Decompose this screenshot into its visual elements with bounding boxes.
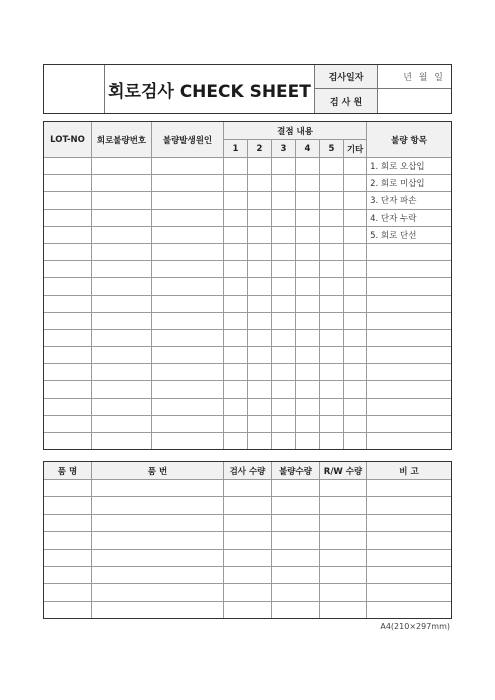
table-cell[interactable]	[272, 312, 296, 329]
table-cell[interactable]	[320, 549, 367, 566]
logo-cell	[44, 65, 105, 114]
table-cell[interactable]	[272, 243, 296, 260]
sheet-title: 회로검사 CHECK SHEET	[105, 65, 315, 114]
table-cell[interactable]	[367, 601, 452, 618]
table-cell[interactable]	[92, 601, 224, 618]
defect-item-cell	[367, 295, 452, 312]
table-cell[interactable]	[367, 549, 452, 566]
col-defect-cause: 불량발생원인	[152, 122, 224, 158]
table-cell[interactable]	[248, 261, 272, 278]
table-cell[interactable]	[367, 480, 452, 497]
inspector-label: 검 사 원	[315, 89, 378, 114]
table-cell[interactable]	[224, 261, 248, 278]
table-row	[44, 601, 452, 618]
table-row	[44, 415, 452, 432]
col-remarks: 비 고	[367, 462, 452, 480]
table-cell[interactable]	[44, 209, 92, 226]
table-cell[interactable]	[92, 364, 152, 381]
table-cell[interactable]	[272, 175, 296, 192]
table-cell[interactable]	[92, 415, 152, 432]
table-cell[interactable]	[224, 433, 248, 450]
table-cell[interactable]	[224, 312, 248, 329]
table-cell[interactable]	[44, 278, 92, 295]
table-cell[interactable]	[248, 158, 272, 175]
defect-item-cell	[367, 415, 452, 432]
inspect-date-field[interactable]: 년 월 일	[378, 65, 452, 89]
table-cell[interactable]	[272, 584, 320, 601]
table-row	[44, 329, 452, 346]
table-cell[interactable]	[92, 398, 152, 415]
table-row	[44, 480, 452, 497]
table-cell[interactable]	[224, 601, 272, 618]
table-cell[interactable]	[320, 192, 344, 209]
table-cell[interactable]	[320, 175, 344, 192]
table-cell[interactable]	[344, 278, 367, 295]
table-cell[interactable]	[152, 398, 224, 415]
table-cell[interactable]	[296, 295, 320, 312]
table-cell[interactable]	[272, 549, 320, 566]
table-cell[interactable]	[272, 480, 320, 497]
table-cell[interactable]	[44, 243, 92, 260]
table-cell[interactable]	[320, 398, 344, 415]
table-cell[interactable]	[248, 364, 272, 381]
table-cell[interactable]	[248, 175, 272, 192]
table-cell[interactable]	[248, 295, 272, 312]
table-row	[44, 158, 452, 175]
table-cell[interactable]	[152, 433, 224, 450]
table-cell[interactable]	[44, 566, 92, 583]
table-cell[interactable]	[248, 243, 272, 260]
table-cell[interactable]	[224, 158, 248, 175]
defect-item-cell	[367, 278, 452, 295]
table-cell[interactable]	[320, 364, 344, 381]
table-cell[interactable]	[344, 347, 367, 364]
table-row	[44, 243, 452, 260]
table-cell[interactable]	[344, 158, 367, 175]
col-circuit-defect-no: 회로불량번호	[92, 122, 152, 158]
inspector-field[interactable]	[378, 89, 452, 114]
defect-item-cell	[367, 398, 452, 415]
table-cell[interactable]	[92, 347, 152, 364]
table-cell[interactable]	[296, 381, 320, 398]
table-cell[interactable]	[344, 398, 367, 415]
table-cell[interactable]	[152, 226, 224, 243]
header-table	[43, 64, 452, 114]
table-cell[interactable]	[320, 480, 367, 497]
table-cell[interactable]	[152, 158, 224, 175]
table-cell[interactable]	[44, 158, 92, 175]
col-product-name: 품 명	[44, 462, 92, 480]
table-cell[interactable]	[44, 381, 92, 398]
table-cell[interactable]	[152, 381, 224, 398]
subcol-5: 5	[320, 140, 344, 158]
table-cell[interactable]	[152, 192, 224, 209]
table-cell[interactable]	[320, 261, 344, 278]
table-cell[interactable]	[320, 415, 344, 432]
table-cell[interactable]	[92, 514, 224, 531]
table-cell[interactable]	[224, 514, 272, 531]
table-cell[interactable]	[320, 278, 344, 295]
table-cell[interactable]	[320, 601, 367, 618]
defect-item-cell: 1. 회로 오삽입	[367, 158, 452, 175]
table-cell[interactable]	[272, 209, 296, 226]
table-cell[interactable]	[272, 364, 296, 381]
table-cell[interactable]	[367, 566, 452, 583]
table-cell[interactable]	[344, 329, 367, 346]
table-row	[44, 295, 452, 312]
table-cell[interactable]	[344, 312, 367, 329]
table-cell[interactable]	[92, 226, 152, 243]
table-cell[interactable]	[320, 312, 344, 329]
table-cell[interactable]	[248, 209, 272, 226]
table-cell[interactable]	[272, 278, 296, 295]
table-cell[interactable]	[44, 601, 92, 618]
table-cell[interactable]	[344, 209, 367, 226]
table-cell[interactable]	[92, 381, 152, 398]
table-cell[interactable]	[344, 433, 367, 450]
col-defect-items: 불량 항목	[367, 122, 452, 158]
col-product-number: 품 번	[92, 462, 224, 480]
table-cell[interactable]	[272, 398, 296, 415]
table-cell[interactable]	[224, 364, 248, 381]
table-cell[interactable]	[248, 398, 272, 415]
table-cell[interactable]	[248, 347, 272, 364]
table-cell[interactable]	[92, 261, 152, 278]
table-cell[interactable]	[44, 480, 92, 497]
table-cell[interactable]	[296, 261, 320, 278]
table-cell[interactable]	[92, 480, 224, 497]
defect-item-cell	[367, 433, 452, 450]
table-cell[interactable]	[224, 480, 272, 497]
table-cell[interactable]	[224, 329, 248, 346]
table-cell[interactable]	[320, 226, 344, 243]
defect-item-cell	[367, 329, 452, 346]
table-cell[interactable]	[224, 532, 272, 549]
table-cell[interactable]	[272, 329, 296, 346]
table-cell[interactable]	[152, 312, 224, 329]
defect-item-cell	[367, 347, 452, 364]
table-cell[interactable]	[224, 566, 272, 583]
table-cell[interactable]	[224, 347, 248, 364]
table-cell[interactable]	[344, 364, 367, 381]
table-cell[interactable]	[367, 514, 452, 531]
table-cell[interactable]	[224, 497, 272, 514]
table-cell[interactable]	[320, 381, 344, 398]
table-cell[interactable]	[92, 497, 224, 514]
table-cell[interactable]	[296, 175, 320, 192]
table-cell[interactable]	[272, 347, 296, 364]
table-cell[interactable]	[272, 415, 296, 432]
table-cell[interactable]	[272, 514, 320, 531]
table-cell[interactable]	[296, 364, 320, 381]
table-row	[44, 192, 452, 209]
table-cell[interactable]	[92, 158, 152, 175]
table-cell[interactable]	[320, 329, 344, 346]
table-cell[interactable]	[272, 295, 296, 312]
table-row	[44, 381, 452, 398]
table-cell[interactable]	[92, 532, 224, 549]
subcol-other: 기타	[344, 140, 367, 158]
table-cell[interactable]	[367, 532, 452, 549]
table-cell[interactable]	[224, 192, 248, 209]
table-cell[interactable]	[272, 192, 296, 209]
col-lot-no: LOT-NO	[44, 122, 92, 158]
table-cell[interactable]	[44, 497, 92, 514]
table-cell[interactable]	[320, 532, 367, 549]
table-cell[interactable]	[320, 209, 344, 226]
table-row	[44, 566, 452, 583]
table-cell[interactable]	[296, 158, 320, 175]
product-table	[43, 461, 452, 619]
table-row	[44, 398, 452, 415]
table-cell[interactable]	[320, 243, 344, 260]
table-cell[interactable]	[92, 549, 224, 566]
table-cell[interactable]	[224, 415, 248, 432]
table-row	[44, 261, 452, 278]
table-cell[interactable]	[272, 601, 320, 618]
table-cell[interactable]	[296, 433, 320, 450]
table-cell[interactable]	[320, 295, 344, 312]
table-cell[interactable]	[92, 243, 152, 260]
table-cell[interactable]	[272, 226, 296, 243]
defect-item-cell: 2. 회로 미삽입	[367, 175, 452, 192]
table-row	[44, 347, 452, 364]
table-cell[interactable]	[320, 158, 344, 175]
table-cell[interactable]	[44, 398, 92, 415]
table-cell[interactable]	[344, 226, 367, 243]
col-inspect-qty: 검사 수량	[224, 462, 272, 480]
table-cell[interactable]	[92, 584, 224, 601]
table-row	[44, 175, 452, 192]
table-cell[interactable]	[272, 566, 320, 583]
table-cell[interactable]	[152, 209, 224, 226]
defect-item-cell	[367, 243, 452, 260]
table-cell[interactable]	[92, 278, 152, 295]
subcol-1: 1	[224, 140, 248, 158]
table-cell[interactable]	[320, 584, 367, 601]
table-cell[interactable]	[296, 243, 320, 260]
table-cell[interactable]	[272, 532, 320, 549]
table-cell[interactable]	[92, 175, 152, 192]
table-row	[44, 278, 452, 295]
table-cell[interactable]	[152, 243, 224, 260]
table-cell[interactable]	[248, 381, 272, 398]
table-cell[interactable]	[224, 226, 248, 243]
table-cell[interactable]	[248, 415, 272, 432]
table-row	[44, 312, 452, 329]
table-cell[interactable]	[92, 433, 152, 450]
table-row	[44, 497, 452, 514]
table-cell[interactable]	[44, 192, 92, 209]
table-cell[interactable]	[248, 329, 272, 346]
table-cell[interactable]	[344, 243, 367, 260]
table-cell[interactable]	[344, 261, 367, 278]
table-cell[interactable]	[152, 415, 224, 432]
subcol-3: 3	[272, 140, 296, 158]
table-cell[interactable]	[44, 347, 92, 364]
table-cell[interactable]	[44, 295, 92, 312]
table-cell[interactable]	[320, 497, 367, 514]
table-cell[interactable]	[320, 566, 367, 583]
table-row	[44, 584, 452, 601]
table-cell[interactable]	[92, 566, 224, 583]
table-cell[interactable]	[224, 549, 272, 566]
table-cell[interactable]	[296, 226, 320, 243]
table-cell[interactable]	[320, 514, 367, 531]
table-cell[interactable]	[296, 209, 320, 226]
table-cell[interactable]	[224, 209, 248, 226]
defect-item-cell: 3. 단자 파손	[367, 192, 452, 209]
table-cell[interactable]	[224, 398, 248, 415]
table-cell[interactable]	[344, 415, 367, 432]
table-cell[interactable]	[44, 514, 92, 531]
table-cell[interactable]	[248, 312, 272, 329]
defect-item-cell	[367, 364, 452, 381]
table-cell[interactable]	[44, 329, 92, 346]
table-cell[interactable]	[92, 192, 152, 209]
table-cell[interactable]	[44, 312, 92, 329]
table-cell[interactable]	[44, 549, 92, 566]
table-cell[interactable]	[296, 415, 320, 432]
table-cell[interactable]	[248, 226, 272, 243]
table-cell[interactable]	[320, 433, 344, 450]
table-cell[interactable]	[296, 312, 320, 329]
table-cell[interactable]	[248, 192, 272, 209]
table-cell[interactable]	[152, 347, 224, 364]
defect-item-cell	[367, 261, 452, 278]
table-row	[44, 226, 452, 243]
table-cell[interactable]	[44, 261, 92, 278]
table-cell[interactable]	[44, 415, 92, 432]
subcol-2: 2	[248, 140, 272, 158]
table-cell[interactable]	[296, 278, 320, 295]
table-cell[interactable]	[344, 175, 367, 192]
table-cell[interactable]	[152, 364, 224, 381]
table-cell[interactable]	[272, 381, 296, 398]
table-cell[interactable]	[296, 347, 320, 364]
table-cell[interactable]	[152, 261, 224, 278]
table-cell[interactable]	[224, 295, 248, 312]
table-cell[interactable]	[224, 243, 248, 260]
table-row	[44, 549, 452, 566]
table-cell[interactable]	[92, 329, 152, 346]
table-cell[interactable]	[344, 381, 367, 398]
subcol-4: 4	[296, 140, 320, 158]
defect-table	[43, 121, 452, 450]
table-cell[interactable]	[224, 278, 248, 295]
table-cell[interactable]	[44, 532, 92, 549]
table-cell[interactable]	[152, 278, 224, 295]
table-cell[interactable]	[296, 329, 320, 346]
paper-size-note: A4(210×297mm)	[380, 622, 450, 631]
col-defect-content: 결점 내용	[224, 122, 367, 140]
inspect-date-label: 검사일자	[315, 65, 378, 89]
table-cell[interactable]	[272, 497, 320, 514]
defect-item-cell: 5. 회로 단선	[367, 226, 452, 243]
table-row	[44, 364, 452, 381]
table-row	[44, 433, 452, 450]
defect-item-cell: 4. 단자 누락	[367, 209, 452, 226]
table-cell[interactable]	[272, 433, 296, 450]
table-cell[interactable]	[224, 584, 272, 601]
table-row	[44, 209, 452, 226]
table-cell[interactable]	[272, 261, 296, 278]
table-cell[interactable]	[367, 584, 452, 601]
table-cell[interactable]	[44, 364, 92, 381]
table-row	[44, 532, 452, 549]
defect-item-cell	[367, 381, 452, 398]
table-cell[interactable]	[44, 433, 92, 450]
table-cell[interactable]	[367, 497, 452, 514]
table-cell[interactable]	[44, 226, 92, 243]
table-cell[interactable]	[320, 347, 344, 364]
col-defect-qty: 불량수량	[272, 462, 320, 480]
table-cell[interactable]	[152, 295, 224, 312]
table-cell[interactable]	[44, 584, 92, 601]
table-cell[interactable]	[152, 175, 224, 192]
table-cell[interactable]	[92, 209, 152, 226]
table-cell[interactable]	[224, 175, 248, 192]
table-cell[interactable]	[272, 158, 296, 175]
table-cell[interactable]	[152, 329, 224, 346]
defect-item-cell	[367, 312, 452, 329]
table-row	[44, 514, 452, 531]
table-cell[interactable]	[44, 175, 92, 192]
table-cell[interactable]	[248, 278, 272, 295]
table-cell[interactable]	[92, 295, 152, 312]
table-cell[interactable]	[224, 381, 248, 398]
col-rw-qty: R/W 수량	[320, 462, 367, 480]
table-cell[interactable]	[296, 398, 320, 415]
table-cell[interactable]	[248, 433, 272, 450]
table-cell[interactable]	[344, 295, 367, 312]
table-cell[interactable]	[296, 192, 320, 209]
table-cell[interactable]	[344, 192, 367, 209]
table-cell[interactable]	[92, 312, 152, 329]
